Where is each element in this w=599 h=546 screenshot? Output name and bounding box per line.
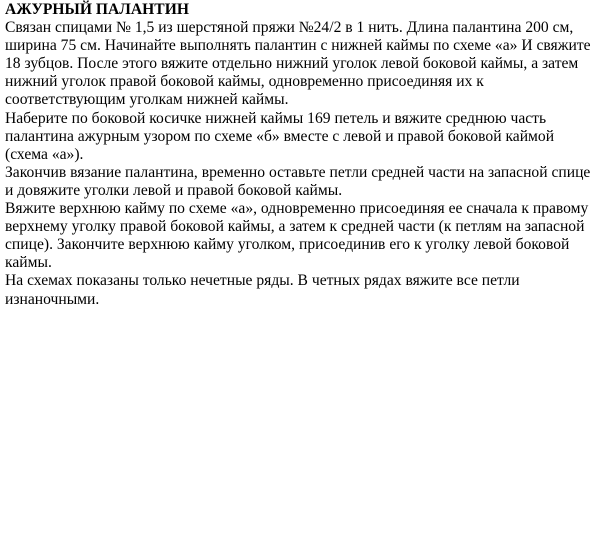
paragraph-2: Наберите по боковой косичке нижней каймы 169 петель и вяжите среднюю часть палантина ажурным узором по схеме «б» вместе с левой и правой боковой каймой (схема «а»). xyxy=(5,109,555,163)
paragraph-4: Вяжите верхнюю кайму по схеме «а», одновременно присоединяя ее сначала к правому верхнему уголку правой боковой каймы, а затем к средней части (к петлям на запасной спице). Закончите верхнюю кайму уголком, присоединив его к уголку левой боковой каймы. xyxy=(5,200,589,272)
paragraph-5: На схемах показаны только нечетные ряды. В четных рядах вяжите все петли изнаночными. xyxy=(5,272,520,308)
paragraph-1: Связан спицами № 1,5 из шерстяной пряжи №24/2 в 1 нить. Длина палантина 200 см, ширина 75 см. Начинайте выполнять палантин с нижней каймы по схеме «а» И свяжите 18 зубцов. После этого вяжите отдельно нижний уголок левой боковой каймы, а затем нижний уголок правой боковой каймы, одновременно присоединяя их к соответствующим уголкам нижней каймы. xyxy=(5,19,591,109)
paragraph-3: Закончив вязание палантина, временно оставьте петли средней части на запасной спице и довяжите уголки левой и правой боковой каймы. xyxy=(5,163,591,199)
document-title: АЖУРНЫЙ ПАЛАНТИН xyxy=(5,1,189,18)
document-body xyxy=(5,1,597,309)
